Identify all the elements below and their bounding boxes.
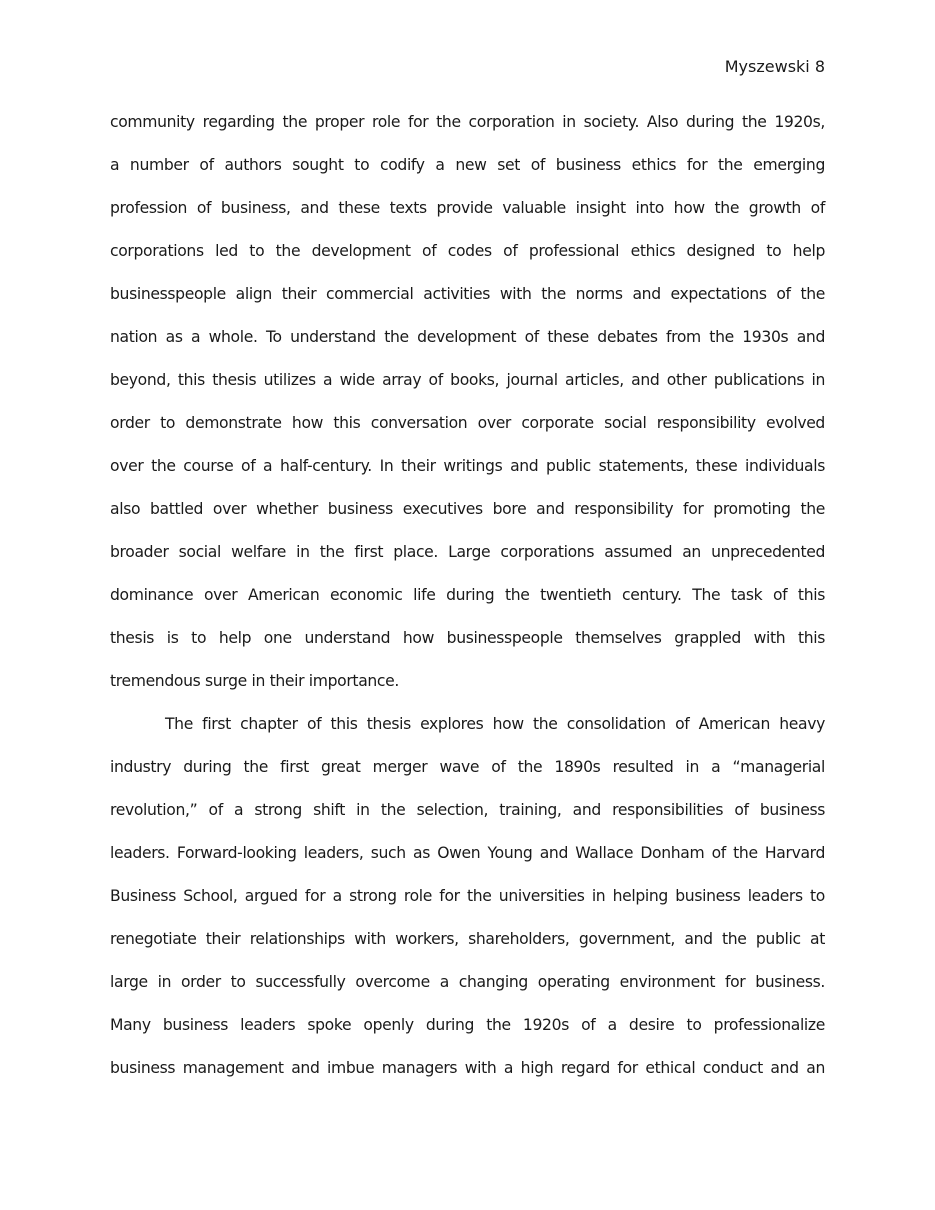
text-line: order to demonstrate how this conversation over corporate social responsibility evolved: [110, 414, 825, 432]
text-line: business management and imbue managers with a high regard for ethical conduct and an: [110, 1059, 825, 1077]
text-line: profession of business, and these texts provide valuable insight into how the growth of: [110, 199, 825, 217]
text-line: Many business leaders spoke openly during the 1920s of a desire to professionalize: [110, 1016, 825, 1034]
text-line: corporations led to the development of codes of professional ethics designed to help: [110, 242, 825, 260]
paragraph: [110, 110, 825, 712]
text-line: renegotiate their relationships with workers, shareholders, government, and the public at: [110, 930, 825, 948]
text-line: nation as a whole. To understand the development of these debates from the 1930s and: [110, 328, 825, 346]
text-line: beyond, this thesis utilizes a wide array of books, journal articles, and other publications in: [110, 371, 825, 389]
text-line: large in order to successfully overcome a changing operating environment for business.: [110, 973, 825, 991]
text-line: also battled over whether business executives bore and responsibility for promoting the: [110, 500, 825, 518]
text-line: industry during the first great merger wave of the 1890s resulted in a “managerial: [110, 758, 825, 776]
text-line: a number of authors sought to codify a new set of business ethics for the emerging: [110, 156, 825, 174]
running-head: Myszewski 8: [724, 57, 825, 76]
text-line: thesis is to help one understand how businesspeople themselves grappled with this: [110, 629, 825, 647]
text-line: broader social welfare in the first place. Large corporations assumed an unprecedented: [110, 543, 825, 561]
text-line: Business School, argued for a strong role for the universities in helping business leaders to: [110, 887, 825, 905]
text-line: The first chapter of this thesis explores how the consolidation of American heavy: [165, 715, 825, 733]
text-line: tremendous surge in their importance.: [110, 672, 400, 690]
text-line: businesspeople align their commercial activities with the norms and expectations of the: [110, 285, 825, 303]
text-line: dominance over American economic life during the twentieth century. The task of this: [110, 586, 825, 604]
text-line: community regarding the proper role for the corporation in society. Also during the 1920s,: [110, 113, 825, 131]
text-line: revolution,” of a strong shift in the selection, training, and responsibilities of business: [110, 801, 825, 819]
text-line: leaders. Forward-looking leaders, such as Owen Young and Wallace Donham of the Harvard: [110, 844, 825, 862]
text-line: over the course of a half-century. In their writings and public statements, these individuals: [110, 457, 825, 475]
body-text: [110, 110, 825, 1099]
paragraph: [110, 712, 825, 1099]
